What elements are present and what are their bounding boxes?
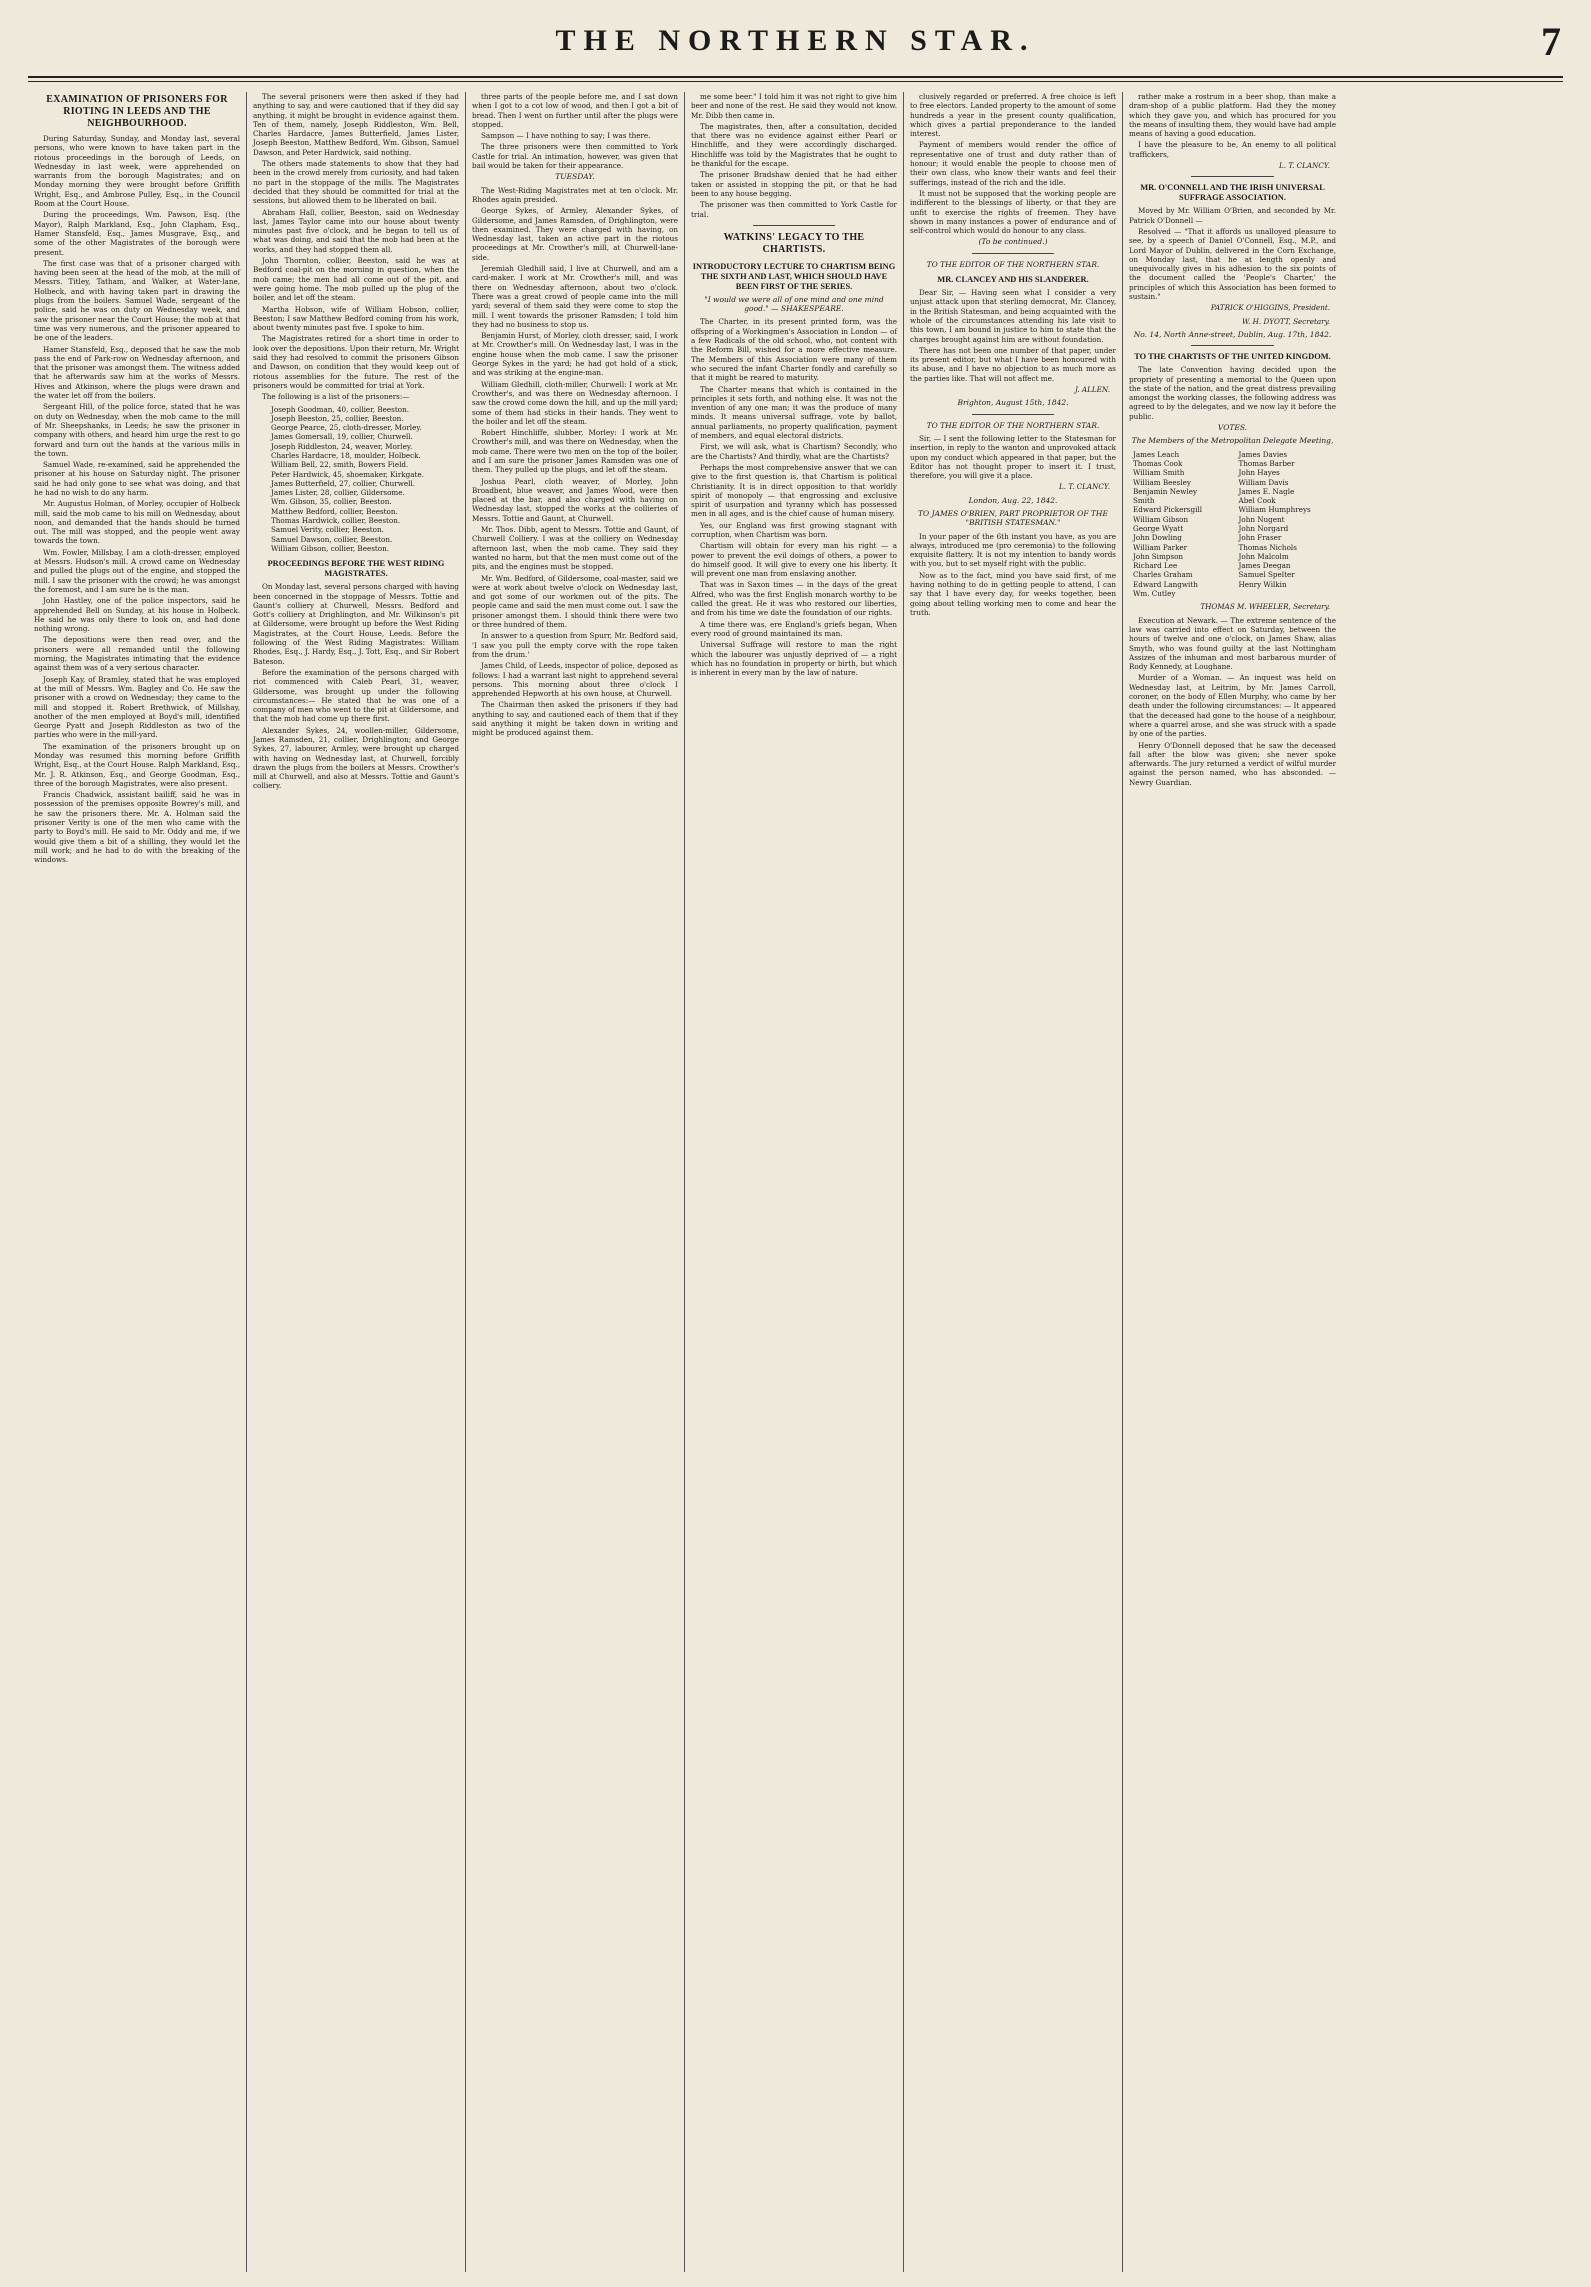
header-rule-thin: [28, 81, 1563, 82]
list-item: James Lister, 28, collier, Gildersome.: [271, 488, 405, 498]
list-item: Edward Langwith: [1133, 579, 1198, 589]
paragraph: Resolved — "That it affords us unalloyed pleasure to see, by a speech of Daniel O'Connell, Esq., M.P., and Lord Mayor of Dublin, delivered in the Corn Exchange, on Monday last, that he at length openly and unequivocally gives in his adhesion to the six points of the document called the 'People's Charter,' the principles of which this Association has been formed to sustain.": [1129, 226, 1336, 302]
prisoner-list: [271, 405, 459, 554]
paragraph: The others made statements to show that they had been in the crowd merely from curiosity, and had taken no part in the stoppage of the mills. The Magistrates decided that they should be committed for trial at the sessions, but allowed them to be liberated on bail.: [253, 159, 459, 206]
paragraph: The Charter means that which is contained in the principles it sets forth, and nothing else. It was not the invention of any one man; it was the produce of many minds. It means universal suffrage, vote by ballot, annual parliaments, no property qualification, payment of members, and equal electoral districts.: [691, 384, 897, 441]
paragraph: That was in Saxon times — in the days of the great Alfred, who was the first English monarch worthy to be called the great. He it was who restored our liberties, and from his time we date the foundation of our rights.: [691, 580, 897, 618]
list-item: Thomas Nichols: [1238, 542, 1297, 552]
paragraph: The following is a list of the prisoners:—: [262, 392, 410, 402]
paragraph: Robert Hinchliffe, slubber, Morley: I work at Mr. Crowther's mill, and was there on Wednesday, when the mob came. There were two men on the top of the boiler, and I am sure the prisoner James Ramsden was one of them. They pulled up the plugs, and let off the steam.: [472, 428, 678, 475]
paragraph: Before the examination of the persons charged with riot commenced with Caleb Pearl, 31, weaver, Gildersome, was brought up under the following circumstances:— He stated that he was one of a company of men who went to the pit at Gildersome, and that the mob had come up there first.: [253, 667, 459, 724]
list-item: James E. Nagle: [1238, 486, 1295, 496]
signature: J. ALLEN.: [1075, 385, 1110, 395]
column-3: [466, 92, 685, 2272]
article-heading: EXAMINATION OF PRISONERS FOR RIOTING IN LEEDS AND THE NEIGHBOURHOOD.: [46, 94, 228, 129]
paragraph: Jeremiah Gledhill said, I live at Churwell, and am a card-maker. I work at Mr. Crowther's mill, and was there on Wednesday afternoon, about two o'clock. There was a great crowd of people came into the mill yard; several of them said they were come to stop the mill. I went towards the prisoner Ramsden; I told him they had no business to stop us.: [472, 264, 678, 329]
paragraph: Francis Chadwick, assistant bailiff, said he was in possession of the premises opposite Bowrey's mill, and he saw the prisoners there. Mr. A. Holman said the prisoner Verity is one of the men who came with the party to Boyd's mill. He said to Mr. Oddy and me, if we would give them a bit of a shilling, they would let the mill work; and he had to do with the breaking of the windows.: [34, 790, 240, 865]
list-item: John Dowling: [1133, 533, 1182, 543]
article-subheading: INTRODUCTORY LECTURE TO CHARTISM BEING THE SIXTH AND LAST, WHICH SHOULD HAVE BEEN FIRST OF THE SERIES.: [692, 261, 896, 291]
list-item: John Hayes: [1238, 468, 1280, 478]
list-item: William Gibson, collier, Beeston.: [271, 543, 390, 553]
column-2: [247, 92, 466, 2272]
list-item: Joseph Goodman, 40, collier, Beeston.: [271, 404, 410, 414]
columns: [28, 92, 1563, 2272]
header-rule: [28, 76, 1563, 78]
column-6: [1123, 92, 1342, 2272]
paragraph: Alexander Sykes, 24, woollen-miller, Gildersome, James Ramsden, 21, collier, Drighlington; and George Sykes, 27, labourer, Armley, were brought up charged with having on Wednesday last, at Churwell, forcibly drawn the plugs from the boilers at Messrs. Crowther's mill at Churwell, and also at Messrs. Tottie and Gaunt's colliery.: [253, 725, 459, 791]
paragraph: In answer to a question from Spurr, Mr. Bedford said, 'I saw you pull the empty corve with the rope taken from the drum.': [472, 631, 678, 659]
list-item: Thomas Hardwick, collier, Beeston.: [271, 516, 401, 526]
list-item: James Deegan: [1238, 561, 1291, 571]
paragraph: clusively regarded or preferred. A free choice is left to free electors. Landed property to the amount of some hundreds a year in the present county qualification, which gives a partial preponderance to the landed interest.: [910, 92, 1116, 139]
paragraph: The prisoner Bradshaw denied that he had either taken or assisted in stopping the pit, or that he had been to any house begging.: [691, 170, 897, 198]
list-item: William Beesley: [1133, 477, 1191, 487]
list-item: William Smith: [1133, 468, 1185, 478]
paragraph: There has not been one number of that paper, under its present editor, but what I have been honoured with its abuse, and I have no objection to as much more as the parties like. That will not affect me.: [910, 345, 1116, 383]
list-item: Samuel Verity, collier, Beeston.: [271, 525, 384, 535]
list-item: Henry Wilkin: [1238, 579, 1287, 589]
signature: L. T. CLANCY.: [1058, 482, 1110, 492]
page-number: 7: [1541, 19, 1561, 64]
list-item: Samuel Spelter: [1238, 570, 1295, 580]
paragraph: Moved by Mr. William O'Brien, and seconded by Mr. Patrick O'Donnell —: [1129, 206, 1336, 225]
paragraph: Payment of members would render the office of representative one of trust and duty rather than of honour; it would enable the people to choose men of their own class, who know their wants and feel their sufferings, instead of the rich and the idle.: [910, 140, 1116, 187]
continued-note: (To be continued.): [978, 237, 1048, 247]
divider: [972, 253, 1054, 254]
dateline: London, Aug. 22, 1842.: [968, 495, 1058, 505]
paragraph: William Gledhill, cloth-miller, Churwell: I work at Mr. Crowther's, and was there on Wednesday afternoon. I saw the crowd come down the hill, and up the mill yard; some of them had sticks in their hands. They went to the boiler and let off the steam.: [472, 379, 678, 426]
letter-address: TO JAMES O'BRIEN, PART PROPRIETOR OF THE "BRITISH STATESMAN.": [918, 508, 1108, 528]
divider: [1191, 176, 1274, 177]
paragraph: In your paper of the 6th instant you have, as you are always, introduced me (pro ceremonia) to the following exquisite flattery. It is not my intention to bandy words with you, but to set myself right with the public.: [910, 531, 1116, 569]
paragraph: Dear Sir, — Having seen what I consider a very unjust attack upon that sterling democrat, Mr. Clancey, in the British Statesman, and being acquainted with the whole of the circumstances attending his late visit to this town, I am bound in justice to him to state that the charges brought against him are without foundation.: [910, 288, 1116, 344]
paragraph: The Chairman then asked the prisoners if they had anything to say, and cautioned each of them that if they said anything it might be taken down in writing and might be produced against them.: [472, 700, 678, 738]
list-item: George Wyatt: [1133, 523, 1184, 533]
list-item: George Pearce, 25, cloth-dresser, Morley.: [271, 423, 422, 433]
list-item: Joseph Riddleston, 24, weaver, Morley.: [271, 441, 413, 451]
list-item: John Norgard: [1238, 523, 1289, 533]
article-heading: MR. O'CONNELL AND THE IRISH UNIVERSAL SUFFRAGE ASSOCIATION.: [1140, 183, 1325, 203]
paragraph: The prisoner was then committed to York Castle for trial.: [691, 200, 897, 219]
list-item: Wm. Gibson, 35, collier, Beeston.: [271, 497, 392, 507]
paragraph: Yes, our England was first growing stagnant with corruption, when Chartism was born.: [691, 520, 897, 539]
list-item: William Gibson: [1133, 514, 1189, 524]
paragraph: Universal Suffrage will restore to man the right which the labourer was unjustly deprived of — a right which has no foundation in property or birth, but which is inherent in every man by the law of nature.: [691, 640, 897, 678]
paragraph: Now as to the fact, mind you have said first, of me having nothing to do in getting people to attend, I can say that I have every day, for weeks together, been going about telling working men to come and hear the truth.: [910, 570, 1116, 617]
paragraph: First, we will ask, what is Chartism? Secondly, who are the Chartists? And thirdly, what are the Chartists?: [691, 442, 897, 461]
paragraph: It must not be supposed that the working people are indifferent to the blessings of liberty, or that they are unfit to exercise the rights of freemen. They have shown in many instances a power of endurance and of self-control which would do honour to any class.: [910, 188, 1116, 236]
paragraph: Perhaps the most comprehensive answer that we can give to the first question is, that Chartism is political Christianity. It is in direct opposition to that worldly spirit of monopoly — that engrossing and exclusive spirit of usurpation and tyranny which has possessed men in all ages, and is the chief cause of human misery.: [691, 462, 897, 519]
paragraph: James Child, of Leeds, inspector of police, deposed as follows: I had a warrant last night to apprehend several persons. This morning about three o'clock I apprehended Hepworth at his own house, at Churwell.: [472, 661, 678, 699]
list-item: John Nugent: [1238, 514, 1285, 524]
paragraph: Sampson — I have nothing to say; I was there.: [481, 131, 651, 141]
paragraph: The examination of the prisoners brought up on Monday was resumed this morning before Griffith Wright, Esq., at the Court House. Ralph Markland, Esq., Mr. J. R. Atkinson, Esq., and George Goodman, Esq., three of the borough Magistrates, were also present.: [34, 741, 240, 788]
paragraph: Murder of a Woman. — An inquest was held on Wednesday last, at Leitrim, by Mr. James Carroll, coroner, on the body of Ellen Murphy, who came by her death under the following circumstances: — It appeared that the deceased had gone to the house of a neighbour, where a quarrel arose, and she was struck with a spade by one of the parties.: [1129, 673, 1336, 739]
votes-label: VOTES.: [1217, 423, 1248, 433]
column-5: [904, 92, 1123, 2272]
paragraph: me some beer." I told him it was not right to give him beer and none of the rest. He said they would not know. Mr. Dibb then came in.: [691, 92, 897, 120]
paragraph: Sir, — I sent the following letter to the Statesman for insertion, in reply to the wanton and unprovoked attack upon my conduct which appeared in that paper, but the Editor has not thought proper to insert it. I trust, therefore, you will give it a place.: [910, 433, 1116, 481]
paragraph: Benjamin Hurst, of Morley, cloth dresser, said, I work at Mr. Crowther's mill. On Wednesday last, I was in the engine house when the mob came. I saw the prisoner George Sykes in the yard; he had got hold of a stick, and was striking at the engine-man.: [472, 331, 678, 378]
paragraph: The depositions were then read over, and the prisoners were all remanded until the following morning, the Magistrates intimating that the evidence against them was of a very serious character.: [34, 635, 240, 673]
section-heading: PROCEEDINGS BEFORE THE WEST RIDING MAGISTRATES.: [267, 559, 445, 579]
column-1: [28, 92, 247, 2272]
paragraph: Chartism will obtain for every man his right — a power to prevent the evil doings of others, a power to do himself good. It will give to every one his liberty. It will prevent one man from enslaving another.: [691, 541, 897, 579]
paragraph: Sergeant Hill, of the police force, stated that he was on duty on Wednesday, when the mob came to the mill of Mr. Sheepshanks, in Leeds; he saw the prisoner in company with others, and heard him urge the rest to go forward and turn out the hands at the various mills in the town.: [34, 402, 240, 458]
list-item: Edward Pickersgill: [1133, 505, 1202, 515]
epigraph: "I would we were all of one mind and one mind good." — SHAKESPEARE.: [704, 294, 884, 314]
paragraph: Joseph Kay, of Bramley, stated that he was employed at the mill of Messrs. Wm. Bagley and Co. He saw the prisoner with a crowd on Wednesday; they came to the mill and stopped it. Robert Brethwick, of Millshay, another of the men employed at Boyd's mill, identified George Pyatt and Joseph Riddleston as two of the parties who were in the mill-yard.: [34, 674, 240, 740]
subheading: TUESDAY.: [555, 172, 595, 182]
signatory-column: [1239, 450, 1337, 599]
divider: [753, 225, 835, 226]
list-item: William Davis: [1238, 477, 1289, 487]
signature: W. H. DYOTT, Secretary.: [1241, 316, 1330, 326]
signatory-list: [1133, 450, 1336, 599]
list-item: William Parker: [1133, 542, 1188, 552]
list-item: Smith: [1133, 496, 1155, 506]
paragraph: Joshua Pearl, cloth weaver, of Morley, John Broadbent, blue weaver, and James Wood, were then placed at the bar, and also charged with having on Wednesday last, stopped the works at the collieries of Messrs. Tottie and Gaunt, at Churwell.: [472, 476, 678, 523]
paragraph: On Monday last, several persons charged with having been concerned in the stoppage of Messrs. Tottie and Gaunt's colliery at Churwell, Messrs. Bedford and Gott's colliery at Drighlington, and Mr. Wilkinson's pit at Gildersome, were brought up before the West Riding Magistrates, at the Court House, Leeds. Before the following of the West Riding Magistrates: William Rhodes, Esq., J. Hardy, Esq., J. Tott, Esq., and Sir Robert Bateson.: [253, 582, 459, 666]
paragraph: During Saturday, Sunday, and Monday last, several persons, who were known to have taken part in the riotous proceedings in the borough of Leeds, on Wednesday in last week, were apprehended on warrants from the borough Magistrates; and on Monday morning they were brought before Griffith Wright, Esq., and Ambrose Pulley, Esq., in the Council Room at the Court House.: [34, 134, 240, 209]
paragraph: The Charter, in its present printed form, was the offspring of a Workingmen's Association in London — of a few Radicals of the old school, who, not content with the Reform Bill, wished for a more effective measure. The Members of this Association were many of them who secured the infant Charter fondly and carefully so that it might be reared to maturity.: [691, 317, 897, 383]
list-item: Thomas Cook: [1133, 458, 1183, 468]
paragraph: George Sykes, of Armley, Alexander Sykes, of Gildersome, and James Ramsden, of Drighlington, were then examined. They were charged with having, on Wednesday last, taken an active part in the riotous proceedings at Mr. Crowther's mill, at Churwell-lane-side.: [472, 206, 678, 262]
paragraph: Wm. Fowler, Millsbay, I am a cloth-dresser, employed at Messrs. Hudson's mill. A crowd came on Wednesday and pulled the plugs out of the engine, and stopped the mill. I saw the prisoner with the crowd; he was amongst the foremost, and I am sure he is the man.: [34, 547, 240, 594]
paragraph: Mr. Thos. Dibb, agent to Messrs. Tottie and Gaunt, of Churwell Colliery. I was at the colliery on Wednesday afternoon last, when the mob came. They said they wanted no harm, but that the men must come out of the pits, and the engines must be stopped.: [472, 525, 678, 572]
paragraph: John Thornton, collier, Beeston, said he was at Bedford coal-pit on the morning in question, when the mob came; the men had all come out of the pit, and were going home. The mob pulled up the plug of the boiler, and let off the steam.: [253, 256, 459, 303]
list-item: Abel Cook: [1238, 496, 1276, 506]
paragraph: The first case was that of a prisoner charged with having been seen at the head of the mob, at the mill of Messrs. Titley, Tatham, and Walker, at Water-lane, Holbeck, and with having taken part in drawing the plugs from the boilers. Samuel Wade, sergeant of the police, said he was on duty on Wednesday week, and saw the prisoner near the Court House; the mob at that time was very numerous, and the prisoner appeared to be one of the leaders.: [34, 258, 240, 343]
divider: [1191, 345, 1274, 346]
votes-intro: The Members of the Metropolitan Delegate Meeting,: [1131, 436, 1334, 446]
list-item: Richard Lee: [1133, 561, 1178, 571]
paragraph: Execution at Newark. — The extreme sentence of the law was carried into effect on Saturday, between the hours of twelve and one o'clock, on James Shaw, alias Smyth, who was found guilty at the last Nottingham Assizes of the inhuman and most barbarous murder of Rody Kennedy, at Loughane.: [1129, 615, 1336, 672]
list-item: Peter Hardwick, 45, shoemaker, Kirkgate.: [271, 469, 424, 479]
list-item: Wm. Cutley: [1133, 589, 1176, 599]
list-item: William Humphreys: [1238, 505, 1311, 515]
list-item: Joseph Beeston, 25, collier, Beeston.: [271, 413, 404, 423]
signature: THOMAS M. WHEELER, Secretary.: [1200, 602, 1330, 612]
list-item: William Bell, 22, smith, Bowers Field.: [271, 460, 409, 470]
paragraph: three parts of the people before me, and I sat down when I got to a cot low of wood, and then I got a bit of bread. Then I went on further until after the plugs were stopped.: [472, 92, 678, 129]
list-item: James Gomersall, 19, collier, Churwell.: [271, 432, 413, 442]
list-item: John Simpson: [1133, 551, 1184, 561]
list-item: Charles Graham: [1133, 570, 1193, 580]
paragraph: I have the pleasure to be, An enemy to all political traffickers,: [1129, 140, 1336, 159]
letter-address: TO THE EDITOR OF THE NORTHERN STAR.: [926, 259, 1100, 269]
masthead: THE NORTHERN STAR.: [555, 24, 1036, 57]
list-item: James Butterfield, 27, collier, Churwell.: [271, 478, 416, 488]
paragraph: The Magistrates retired for a short time in order to look over the depositions. Upon their return, Mr. Wright said they had resolved to commit the prisoners Gibson and Dawson, on condition that they would keep out of riotous assemblies for the future. The rest of the prisoners would be committed for trial at York.: [253, 334, 459, 390]
list-item: James Leach: [1133, 449, 1180, 459]
paragraph: Mr. Wm. Bedford, of Gildersome, coal-master, said we were at work about twelve o'clock on Wednesday last, and got some of our workmen out of the pits. The people came and said the men must come out. I saw the prisoner amongst them. I should think there were two or three hundred of them.: [472, 573, 678, 630]
signatory-column: [1133, 450, 1231, 599]
article-heading: TO THE CHARTISTS OF THE UNITED KINGDOM.: [1134, 352, 1331, 362]
paragraph: Mr. Augustus Holman, of Morley, occupier of Holbeck mill, said the mob came to his mill on Wednesday, about noon, and demanded that the hands should be turned out. The mill was stopped, and the people went away towards the town.: [34, 499, 240, 546]
paragraph: The West-Riding Magistrates met at ten o'clock. Mr. Rhodes again presided.: [472, 185, 678, 204]
paragraph: The three prisoners were then committed to York Castle for trial. An intimation, however, was given that bail would be taken for their appearance.: [472, 142, 678, 171]
paragraph: rather make a rostrum in a beer shop, than make a dram-shop of a public platform. Had they the money which they gave you, and which has procured for you the means of insulting them, they would have had ample means of having a good education.: [1129, 92, 1336, 139]
article-heading: MR. CLANCEY AND HIS SLANDERER.: [937, 275, 1089, 285]
paragraph: The late Convention having decided upon the propriety of presenting a memorial to the Queen upon the state of the nation, and the great distress prevailing amongst the working classes, the following address was agreed to by the delegates, and we now lay it before the public.: [1129, 365, 1336, 421]
list-item: Samuel Dawson, collier, Beeston.: [271, 534, 393, 544]
letter-address: TO THE EDITOR OF THE NORTHERN STAR.: [926, 420, 1100, 430]
article-heading: WATKINS' LEGACY TO THE CHARTISTS.: [723, 231, 865, 255]
signature: PATRICK O'HIGGINS, President.: [1210, 303, 1330, 313]
list-item: Benjamin Newley: [1133, 486, 1198, 496]
paragraph: The magistrates, then, after a consultation, decided that there was no evidence against either Pearl or Hinchliffe, and they were accordingly discharged. Hinchliffe was told by the Magistrates that he ought to be thankful for the escape.: [691, 121, 897, 169]
paragraph: A time there was, ere England's griefs began, When every rood of ground maintained its man.: [691, 619, 897, 638]
paragraph: Hamer Stansfeld, Esq., deposed that he saw the mob pass the end of Park-row on Wednesday afternoon, and that the prisoner was amongst them. The witness added that he afterwards saw him at the works of Messrs. Hives and Atkinson, where the plugs were drawn and the water let off from the boilers.: [34, 344, 240, 401]
list-item: John Fraser: [1238, 533, 1282, 543]
list-item: James Davies: [1238, 449, 1288, 459]
column-4: [685, 92, 904, 2272]
divider: [972, 414, 1054, 415]
paragraph: Samuel Wade, re-examined, said he apprehended the prisoner at his house on Saturday night. The prisoner said he had only gone to see what was doing, and that he had no wish to do any harm.: [34, 460, 240, 497]
list-item: John Malcolm: [1238, 551, 1289, 561]
paragraph: Henry O'Donnell deposed that he saw the deceased fall after the blow was given; she never spoke afterwards. The jury returned a verdict of wilful murder against the person named, who has absconded. — Newry Guardian.: [1129, 740, 1336, 787]
paragraph: Martha Hobson, wife of William Hobson, collier, Beeston; I saw Matthew Bedford coming from his work, about twenty minutes past five. I spoke to him.: [253, 304, 459, 333]
list-item: Charles Hardacre, 18, moulder, Holbeck.: [271, 450, 421, 460]
list-item: Matthew Bedford, collier, Beeston.: [271, 506, 398, 516]
address: No. 14, North Anne-street, Dublin, Aug. 17th, 1842.: [1133, 329, 1332, 339]
list-item: Thomas Barber: [1238, 458, 1295, 468]
paragraph: John Hastley, one of the police inspectors, said he apprehended Bell on Sunday, at his house in Holbeck. He said he was only there to look on, and had done nothing wrong.: [34, 596, 240, 634]
dateline: Brighton, August 15th, 1842.: [957, 398, 1069, 408]
paragraph: Abraham Hall, collier, Beeston, said on Wednesday last, James Taylor came into our house about twenty minutes past five o'clock, and he began to tell us of what was doing, and said that the mob had been at the works, and they had stopped them all.: [253, 207, 459, 254]
page-header: [28, 18, 1563, 88]
paragraph: During the proceedings, Wm. Pawson, Esq. (the Mayor), Ralph Markland, Esq., John Clapham, Esq., Hamer Stansfeld, Esq., James Musgrave, Esq., and some of the other Magistrates of the borough were present.: [34, 210, 240, 257]
signature: L. T. CLANCY.: [1278, 161, 1330, 171]
paragraph: The several prisoners were then asked if they had anything to say, and were cautioned that if they did say anything, it might be brought in evidence against them. Ten of them, namely, Joseph Riddleston, Wm. Bell, Charles Hardacre, James Butterfield, James Lister, Joseph Beeston, Matthew Bedford, Wm. Gibson, Samuel Dawson, and Peter Hardwick, said nothing.: [253, 92, 459, 157]
